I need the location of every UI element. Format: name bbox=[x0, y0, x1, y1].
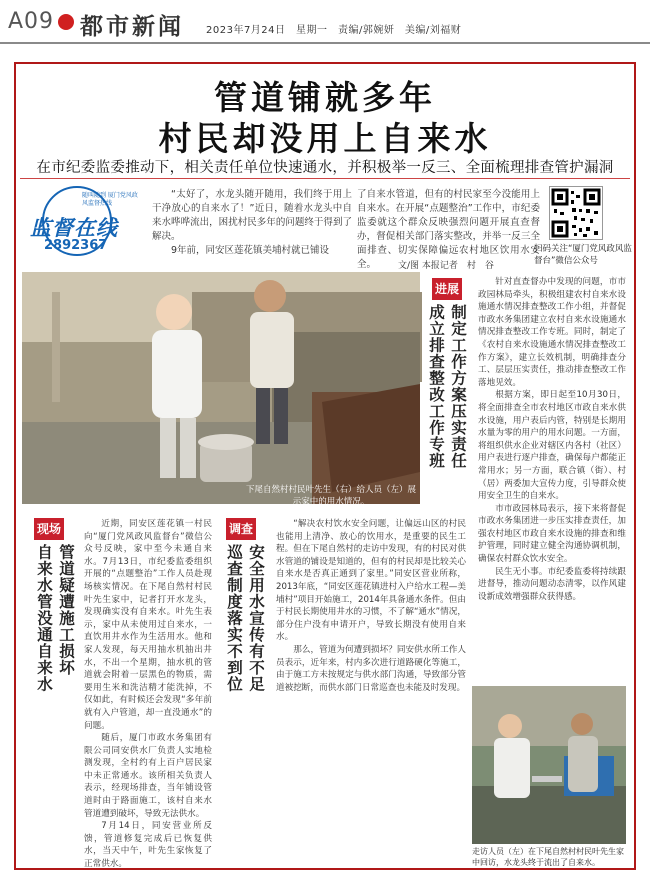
tag-progress: 进展 bbox=[432, 278, 462, 300]
subheadline: 在市纪委监委推动下，相关责任单位快速通水，并积极举一反三、全面梳理排查管护漏洞 bbox=[36, 160, 614, 176]
issue-meta: 2023年7月24日 星期一 责编/郭婉妍 美编/刘福财 bbox=[206, 25, 462, 36]
tag-onsite: 现场 bbox=[34, 518, 64, 540]
tag-investigation: 调查 bbox=[226, 518, 256, 540]
logo-title: 监督在线 bbox=[30, 216, 118, 240]
byline: 文/图 本报记者 村 谷 bbox=[398, 261, 494, 271]
qr-code-icon[interactable] bbox=[549, 186, 603, 240]
qr-caption: 扫码关注“厦门党风政风监督台”微信公众号 bbox=[534, 244, 632, 266]
progress-title: 制定工作方案压实责任 bbox=[449, 304, 467, 469]
main-photo-caption: 下尾自然村村民叶先生（右）给人员（左）展示家中的用水情况。 bbox=[246, 485, 417, 507]
page-header bbox=[0, 0, 650, 44]
intro-column-1: “太好了，水龙头随开随用，我们终于用上干净放心的自来水了！”近日，随着水龙头中自来水哗哗流出，困扰村民多年的问题终于得到了解决。 9年前，同安区莲花镇美埔村就已铺设 bbox=[152, 189, 352, 256]
progress-title-2: 成立排查整改工作专班 bbox=[427, 304, 445, 469]
supervision-hotline-logo: 随叫随到 厦门党风政风监督热线 监督在线 2892367 bbox=[22, 182, 140, 264]
intro-column-2: 了自来水管道，但有的村民家至今没能用上自来水。在开展“点题整治”工作中，市纪委监委就这个群众反映强烈问题开展直查督办，督促相关部门落实整改，并举一反三全面排查、切实保障偏远农村地区饮用水安全。 bbox=[357, 189, 540, 270]
investigation-title: 安全用水宣传有不足 bbox=[247, 544, 265, 693]
investigation-title-2: 巡查制度落实不到位 bbox=[225, 544, 243, 693]
onsite-column: 近期，同安区莲花镇一村民向“厦门党风政风监督台”微信公众号反映，家中至今未通自来水。7月13日，市纪委监委组织开展的“点题整治”工作人员赴现场核实情况。在下尾自然村村民叶先生家中，记者打开水龙头，发现确实没有自来水。叶先生表示，家中从未使用过自来水，一直饮用井水作为生活用水。他和家人发现，每天用抽水机抽出井水，不出一个星期，抽水机的管道就会附着一层黑色的物质，需要用生米和洗洁精才能洗掉，不仅如此，有时候还会发现“多年前就有入户管道，却一直没通水”的问题。 随后，厦门市政水务集团有限公司同安供水厂负责人实地检测发现，全村约有上百户居民家中未正常通水。该所相关负责人表示，经现场排查，当年铺设管道时由于路面施工，该村自来水管道遭到破坏，导致无法供水。 7月14日，同安营业所反馈，管道修复完成后已恢复供水，当天中午，叶先生家恢复了正常供水。 bbox=[84, 519, 212, 870]
hotline-number: 2892367 bbox=[44, 238, 108, 253]
divider bbox=[20, 178, 630, 179]
headline-line1: 管道铺就多年 bbox=[214, 78, 436, 117]
progress-column: 针对直查督办中发现的问题，市市政园林局牵头，积极组建农村自来水设施通水情况排查整改工作小组，并督促市政水务集团建立农村自来水设施通水情况排查整改工作专班。同时，制定了《农村自来水设施通水情况排查整改工作方案》，建立长效机制，明确排查分工、层层压实责任，推动排查整改工作落地见效。 根据方案，即日起至10月30日，将全面排查全市农村地区市政自来水供水设施，用户表后内管，特别是长期用水量为零的用户的用水问题。一方面，将组织供水企业对辖区内各村（社区）用户表进行逐户排查，确保每户都能正常用水；另一方面，联合镇（街）、村（居）两委加大宣传力度，引导群众使用安全卫生的自来水。 市市政园林局表示，接下来将督促市政水务集团进一步压实排查责任，加强农村地区市政自来水设施的排查和维护管理，同时建立健全沟通协调机制，确保农村群众饮水安全。 民生无小事。市纪委监委将持续跟进督导，推动问题动态清零，以作风建设新成效增强群众获得感。 bbox=[478, 277, 626, 602]
investigation-column: “解决农村饮水安全问题，让偏远山区的村民也能用上清净、放心的饮用水，是重要的民生工程。但在下尾自然村的走访中发现，有的村民对供水管道的铺设是知道的，但有的村民却是比较关心自来水是否真正通到了家里。”同安区营业所称，2013年底，“同安区莲花镇进村入户给水工程—美埔村”项目开始施工，2014年具备通水条件。但由于村民长期使用井水的习惯，不了解“通水”情况，部分住户没有申请开户，导致长期没有使用自来水。 那么，管道为何遭到损坏？同安供水所工作人员表示，近年来，村内多次进行道路硬化等施工，由于施工方未按规定与供水部门沟通，导致部分管道被挖断，而供水部门日常巡查也未能及时发现。 bbox=[276, 519, 466, 693]
followup-photo bbox=[472, 686, 626, 844]
onsite-title-2: 自来水管没通自来水 bbox=[35, 544, 53, 693]
section-name: 都市新闻 bbox=[80, 14, 184, 40]
followup-photo-caption: 走访人员（左）在下尾自然村村民叶先生家中回访，水龙头终于流出了自来水。 bbox=[472, 847, 624, 867]
main-photo bbox=[22, 272, 420, 504]
headline-line2: 村民却没用上自来水 bbox=[158, 119, 492, 158]
section-dot-icon bbox=[58, 14, 74, 30]
onsite-title: 管道疑遭施工损坏 bbox=[57, 544, 75, 676]
page-number: A09 bbox=[8, 9, 55, 34]
